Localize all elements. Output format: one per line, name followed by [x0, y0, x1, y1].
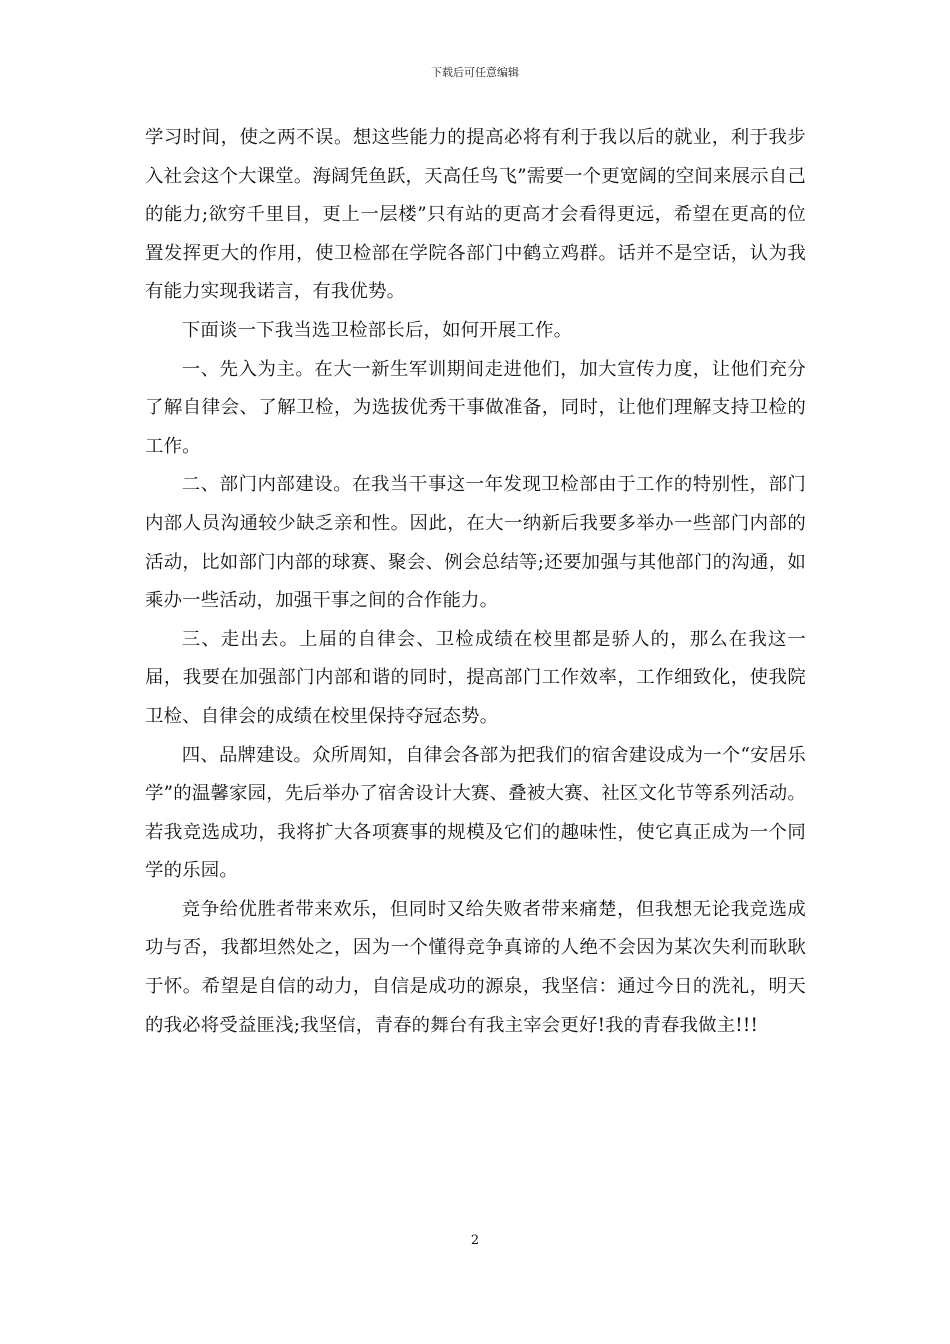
document-body [145, 119, 806, 1045]
paragraph-point-one: 一、先入为主。在大一新生军训期间走进他们，加大宣传力度，让他们充分了解自律会、了解卫检，为选拔优秀干事做准备，同时，让他们理解支持卫检的工作。 [145, 358, 806, 457]
page-header: 下载后可任意编辑 [431, 66, 519, 79]
page-number: 2 [470, 1233, 480, 1248]
paragraph-point-four: 四、品牌建设。众所周知，自律会各部为把我们的宿舍建设成为一个“安居乐学”的温馨家园，先后举办了宿舍设计大赛、叠被大赛、社区文化节等系列活动。若我竞选成功，我将扩大各项赛事的规模及它们的趣味性，使它真正成为一个同学的乐园。 [145, 744, 806, 882]
paragraph-point-two: 二、部门内部建设。在我当干事这一年发现卫检部由于工作的特别性，部门内部人员沟通较少缺乏亲和性。因此，在大一纳新后我要多举办一些部门内部的活动，比如部门内部的球赛、聚会、例会总结等;还要加强与其他部门的沟通，如乘办一些活动，加强干事之间的合作能力。 [145, 474, 806, 612]
paragraph-continuation: 学习时间，使之两不误。想这些能力的提高必将有利于我以后的就业，利于我步入社会这个大课堂。海阔凭鱼跃，天高任鸟飞”需要一个更宽阔的空间来展示自己的能力;欲穷千里目，更上一层楼”只有站的更高才会看得更远，希望在更高的位置发挥更大的作用，使卫检部在学院各部门中鹤立鸡群。话并不是空话，认为我有能力实现我诺言，有我优势。 [145, 127, 806, 303]
paragraph-point-three: 三、走出去。上届的自律会、卫检成绩在校里都是骄人的，那么在我这一届，我要在加强部门内部和谐的同时，提高部门工作效率，工作细致化，使我院卫检、自律会的成绩在校里保持夺冠态势。 [145, 628, 806, 727]
paragraph-intro-work-plan: 下面谈一下我当选卫检部长后，如何开展工作。 [181, 319, 573, 341]
paragraph-closing: 竞争给优胜者带来欢乐，但同时又给失败者带来痛楚，但我想无论我竞选成功与否，我都坦然处之，因为一个懂得竞争真谛的人绝不会因为某次失利而耿耿于怀。希望是自信的动力，自信是成功的源泉，我坚信：通过今日的洗礼，明天的我必将受益匪浅;我坚信，青春的舞台有我主宰会更好!我的青春我做主!!! [145, 898, 806, 1036]
